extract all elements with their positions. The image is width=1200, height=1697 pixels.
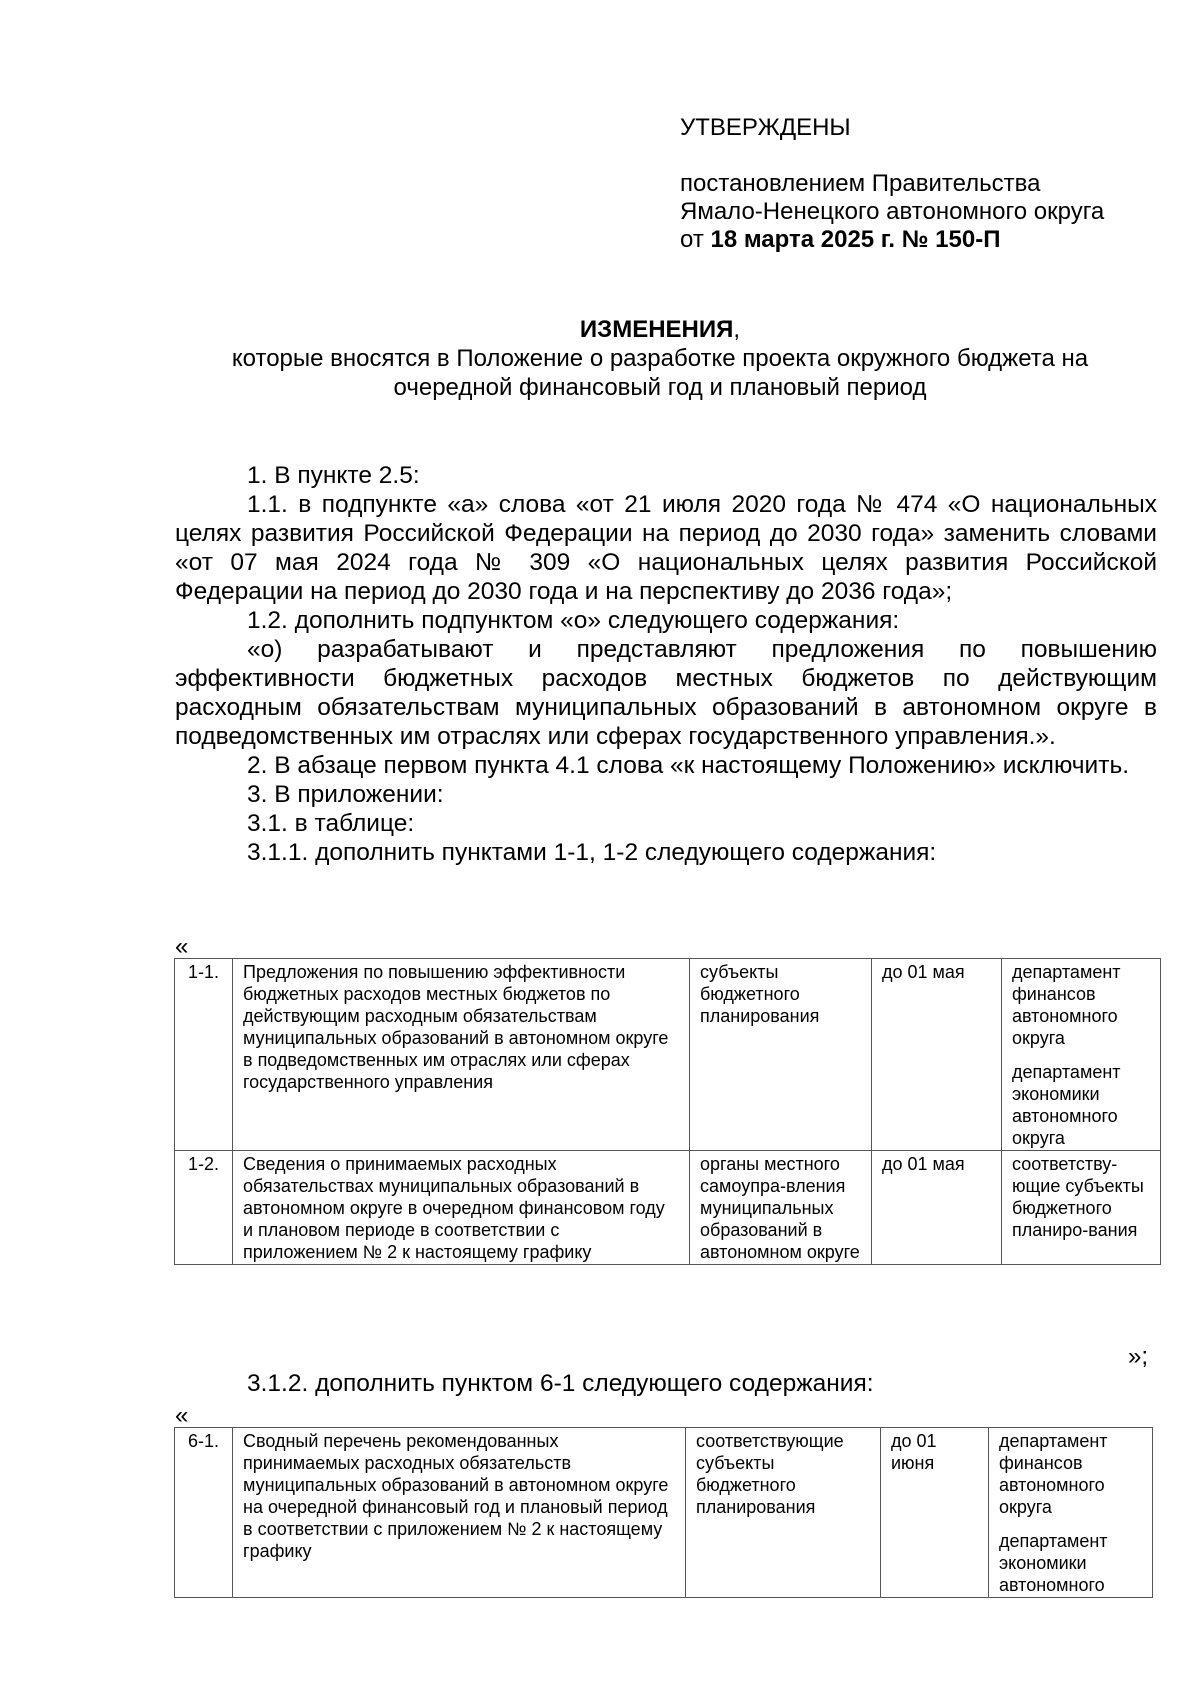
heading-title: ИЗМЕНЕНИЯ	[579, 316, 734, 343]
heading-title-line	[175, 315, 1145, 344]
table-row	[175, 959, 1161, 1151]
heading-subtitle-line-2: очередной финансовый год и плановый период	[393, 374, 927, 401]
cell-spacer	[999, 1518, 1142, 1530]
responsible-2: департамент экономики автономного	[999, 1531, 1108, 1595]
paragraph-2: 2. В абзаце первом пункта 4.1 слова «к настоящему Положению» исключить.	[247, 752, 1130, 779]
heading-comma: ,	[733, 316, 741, 343]
row-responsible	[1002, 959, 1161, 1151]
row-deadline: до 01 мая	[872, 959, 1002, 1151]
paragraph-1-2: 1.2. дополнить подпунктом «о» следующего содержания:	[247, 607, 900, 634]
paragraph-3-1-2: 3.1.2. дополнить пунктом 6-1 следующего содержания:	[247, 1370, 874, 1397]
row-number: 6-1.	[175, 1428, 233, 1598]
paragraph-1: 1. В пункте 2.5:	[247, 462, 420, 489]
document-body	[175, 461, 1157, 867]
heading-subtitle-line-1: которые вносятся в Положение о разработке проекта окружного бюджета на	[231, 345, 1089, 372]
responsible-1: департамент финансов автономного округа	[999, 1431, 1108, 1517]
paragraph-3: 3. В приложении:	[247, 781, 444, 808]
row-description: Предложения по повышению эффективности бюджетных расходов местных бюджетов по действующим расходным обязательствам муниципальных образований в автономном округе в подведомственных им отраслях или сферах государственного управления	[233, 959, 690, 1151]
document-body-2	[175, 1369, 1157, 1398]
responsible-2: департамент экономики автономного округа	[1012, 1062, 1121, 1148]
approval-line-2: Ямало-Ненецкого автономного округа	[680, 198, 1105, 225]
cell-spacer	[1012, 1049, 1150, 1061]
approval-block	[680, 114, 1104, 254]
paragraph-3-1-1: 3.1.1. дополнить пунктами 1-1, 1-2 следующего содержания:	[247, 839, 937, 866]
schedule-table-2	[174, 1427, 1153, 1598]
row-deadline: до 01 мая	[872, 1151, 1002, 1265]
document-heading	[175, 315, 1145, 402]
row-number: 1-1.	[175, 959, 233, 1151]
quote-open-2: «	[175, 1402, 189, 1429]
responsible-1: департамент финансов автономного округа	[1012, 962, 1121, 1048]
paragraph-1-1: 1.1. в подпункте «а» слова «от 21 июля 2020 года № 474 «О национальных целях развития Российской Федерации на период до 2030 года» заменить словами «от 07 мая 2024 года № 309 «О национальных целях развития Российской Федерации на период до 2030 года и на перспективу до 2036 года»;	[175, 491, 1157, 605]
approval-date-prefix: от	[680, 226, 704, 253]
row-subject: субъекты бюджетного планирования	[690, 959, 872, 1151]
row-description: Сводный перечень рекомендованных принимаемых расходных обязательств муниципальных образований в автономном округе на очередной финансовый год и плановый период в соответствии с приложением № 2 к настоящему графику	[233, 1428, 686, 1598]
table-row	[175, 1428, 1153, 1598]
row-subject: органы местного самоупра-вления муниципальных образований в автономном округе	[690, 1151, 872, 1265]
paragraph-1-2-text: «о) разрабатывают и представляют предложения по повышению эффективности бюджетных расходов местных бюджетов по действующим расходным обязательствам муниципальных образований в автономном округе в подведомственных им отраслях или сферах государственного управления.».	[175, 636, 1157, 750]
approval-line-1: постановлением Правительства	[680, 170, 1041, 197]
approval-date-value: 18 марта 2025 г. № 150-П	[710, 226, 1001, 253]
paragraph-3-1: 3.1. в таблице:	[247, 810, 415, 837]
row-number: 1-2.	[175, 1151, 233, 1265]
schedule-table-1	[174, 958, 1161, 1265]
row-responsible	[989, 1428, 1153, 1598]
approval-date-line	[680, 226, 1104, 254]
approval-title: УТВЕРЖДЕНЫ	[680, 114, 851, 141]
row-subject: соответствующие субъекты бюджетного планирования	[686, 1428, 881, 1598]
quote-open-1: «	[175, 933, 189, 960]
quote-close-1: »;	[1128, 1343, 1149, 1370]
row-description: Сведения о принимаемых расходных обязательствах муниципальных образований в автономном округе в очередном финансовом году и плановом периоде в соответствии с приложением № 2 к настоящему графику	[233, 1151, 690, 1265]
row-responsible: соответству-ющие субъекты бюджетного планиро-вания	[1002, 1151, 1161, 1265]
row-deadline: до 01 июня	[881, 1428, 989, 1598]
table-row	[175, 1151, 1161, 1265]
